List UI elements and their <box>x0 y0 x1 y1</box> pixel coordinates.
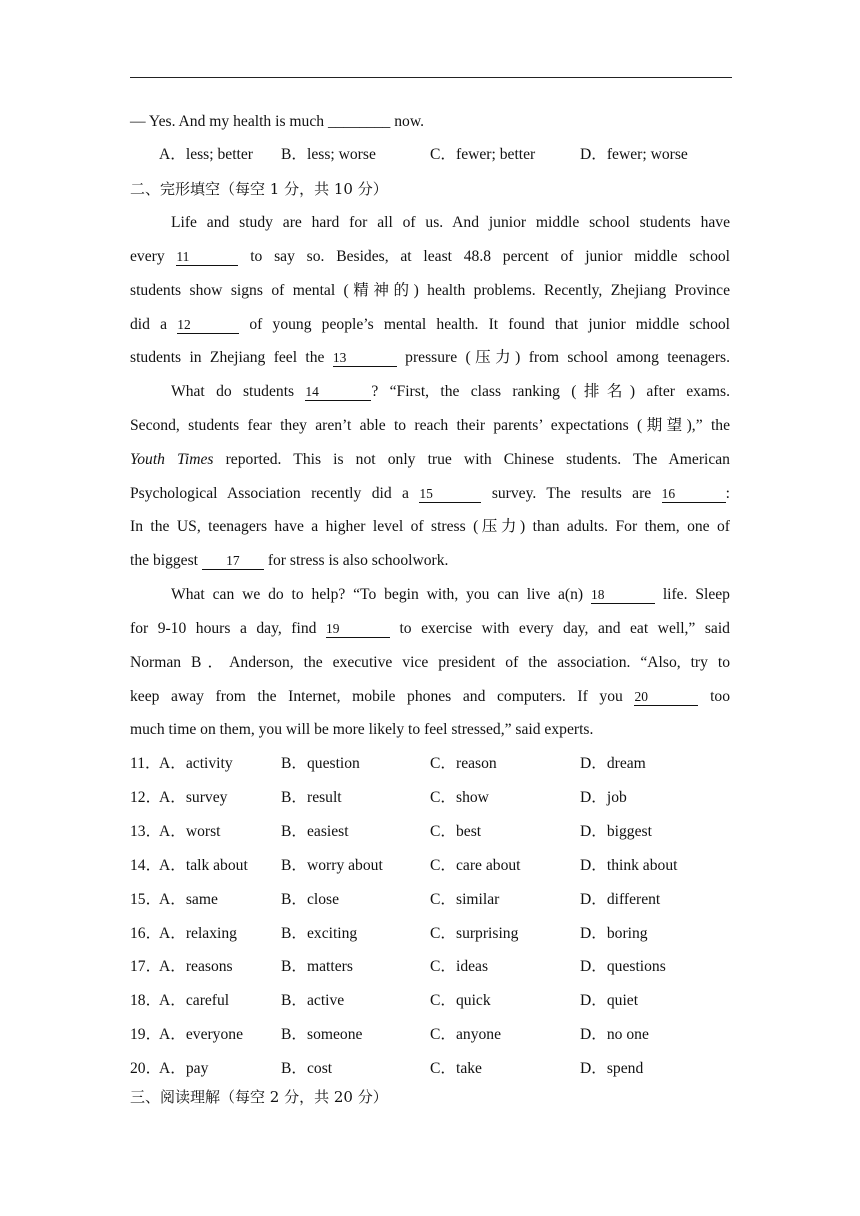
option-c[interactable]: C．take <box>430 1060 482 1077</box>
option-d[interactable]: D．boring <box>580 925 648 942</box>
p2-line6: the biggest 17 for stress is also schoolwork. <box>130 552 449 569</box>
prev-option-d: D．fewer; worse <box>580 146 688 163</box>
blank-18[interactable]: 18 <box>591 587 655 604</box>
question-row <box>130 991 730 1011</box>
p1-line1: Life and study are hard for all of us. And junior middle school students have <box>171 214 730 231</box>
question-number: 12． <box>130 789 162 806</box>
option-b[interactable]: B．cost <box>281 1060 333 1077</box>
question-number: 19． <box>130 1026 162 1043</box>
question-number: 18． <box>130 992 162 1009</box>
blank-20[interactable]: 20 <box>634 689 698 706</box>
p3-line5: much time on them, you will be more likely to feel stressed,” said experts. <box>130 721 594 738</box>
blank-13[interactable]: 13 <box>333 350 397 367</box>
section3-heading: 三、阅读理解（每空 2 分，共 20 分） <box>130 1088 388 1106</box>
option-b[interactable]: B．result <box>281 789 342 806</box>
prev-option-b: B．less; worse <box>281 146 376 163</box>
option-a[interactable]: A．survey <box>159 789 228 806</box>
option-c[interactable]: C．care about <box>430 857 521 874</box>
option-b[interactable]: B．someone <box>281 1026 363 1043</box>
option-d[interactable]: D．no one <box>580 1026 649 1043</box>
option-a[interactable]: A．talk about <box>159 857 248 874</box>
question-row <box>130 822 730 842</box>
option-d[interactable]: D．quiet <box>580 992 639 1009</box>
option-c[interactable]: C．quick <box>430 992 491 1009</box>
question-row <box>130 1025 730 1045</box>
p2-line3: Youth Times reported. This is not only true with Chinese students. The American <box>130 451 730 468</box>
blank-16[interactable]: 16 <box>662 486 726 503</box>
question-row <box>130 856 730 876</box>
option-b[interactable]: B．matters <box>281 958 353 975</box>
option-c[interactable]: C．show <box>430 789 489 806</box>
option-b[interactable]: B．easiest <box>281 823 349 840</box>
question-row <box>130 1059 730 1079</box>
option-c[interactable]: C．ideas <box>430 958 489 975</box>
option-b[interactable]: B．worry about <box>281 857 383 874</box>
p3-line3: Norman B．Anderson, the executive vice president of the association. “Also, try to <box>130 654 730 671</box>
header-rule <box>130 77 732 78</box>
blank-17[interactable]: 17 <box>202 553 264 570</box>
p2-line4: Psychological Association recently did a 15 survey. The results are 16 : <box>130 485 730 502</box>
option-b[interactable]: B．close <box>281 891 340 908</box>
option-b[interactable]: B．question <box>281 755 360 772</box>
option-d[interactable]: D．think about <box>580 857 678 874</box>
prev-option-a: A．less; better <box>159 146 253 163</box>
question-number: 20． <box>130 1060 162 1077</box>
option-a[interactable]: A．activity <box>159 755 233 772</box>
option-d[interactable]: D．spend <box>580 1060 644 1077</box>
option-a[interactable]: A．relaxing <box>159 925 237 942</box>
question-row <box>130 788 730 808</box>
option-c[interactable]: C．best <box>430 823 482 840</box>
p1-line5: students in Zhejiang feel the 13 pressure (压力) from school among teenagers. <box>130 349 730 366</box>
question-number: 13． <box>130 823 162 840</box>
question-row <box>130 754 730 774</box>
question-row <box>130 890 730 910</box>
option-a[interactable]: A．same <box>159 891 218 908</box>
option-c[interactable]: C．reason <box>430 755 497 772</box>
option-b[interactable]: B．active <box>281 992 345 1009</box>
p3-line2: for 9-10 hours a day, find 19 to exercise with every day, and eat well,” said <box>130 620 730 637</box>
option-b[interactable]: B．exciting <box>281 925 358 942</box>
option-c[interactable]: C．similar <box>430 891 500 908</box>
option-d[interactable]: D．dream <box>580 755 646 772</box>
p1-line3: students show signs of mental (精神的) health problems. Recently, Zhejiang Province <box>130 282 730 299</box>
blank-14[interactable]: 14 <box>305 384 371 401</box>
youth-times-title: Youth Times <box>130 451 214 468</box>
option-a[interactable]: A．reasons <box>159 958 233 975</box>
question-row <box>130 957 730 977</box>
prev-question-line: — Yes. And my health is much ________ now. <box>130 113 424 130</box>
blank-15[interactable]: 15 <box>419 486 481 503</box>
option-c[interactable]: C．anyone <box>430 1026 502 1043</box>
option-a[interactable]: A．worst <box>159 823 221 840</box>
p1-line2: every 11 to say so. Besides, at least 48.8 percent of junior middle school <box>130 248 731 265</box>
question-number: 16． <box>130 925 162 942</box>
option-d[interactable]: D．questions <box>580 958 666 975</box>
question-row <box>130 924 730 944</box>
section2-heading: 二、完形填空（每空 1 分，共 10 分） <box>130 180 388 198</box>
question-number: 14． <box>130 857 162 874</box>
option-c[interactable]: C．surprising <box>430 925 519 942</box>
option-a[interactable]: A．everyone <box>159 1026 243 1043</box>
p3-line4: keep away from the Internet, mobile phones and computers. If you 20 too <box>130 688 731 705</box>
question-number: 17． <box>130 958 162 975</box>
question-number: 11． <box>130 755 161 772</box>
p2-line2: Second, students fear they aren’t able to reach their parents’ expectations (期望),” the <box>130 417 730 434</box>
option-a[interactable]: A．pay <box>159 1060 209 1077</box>
option-d[interactable]: D．different <box>580 891 661 908</box>
p2-line5: In the US, teenagers have a higher level of stress (压力) than adults. For them, one of <box>130 518 730 535</box>
option-a[interactable]: A．careful <box>159 992 230 1009</box>
prev-option-c: C．fewer; better <box>430 146 536 163</box>
p2-line1: What do students 14 ? “First, the class ranking (排名) after exams. <box>171 383 730 400</box>
p3-line1: What can we do to help? “To begin with, you can live a(n) 18 life. Sleep <box>171 586 730 603</box>
option-d[interactable]: D．job <box>580 789 627 806</box>
blank-12[interactable]: 12 <box>177 317 239 334</box>
blank-19[interactable]: 19 <box>326 621 390 638</box>
p1-line4: did a 12 of young people’s mental health. It found that junior middle school <box>130 316 730 333</box>
option-d[interactable]: D．biggest <box>580 823 652 840</box>
question-number: 15． <box>130 891 162 908</box>
blank-11[interactable]: 11 <box>176 249 238 266</box>
